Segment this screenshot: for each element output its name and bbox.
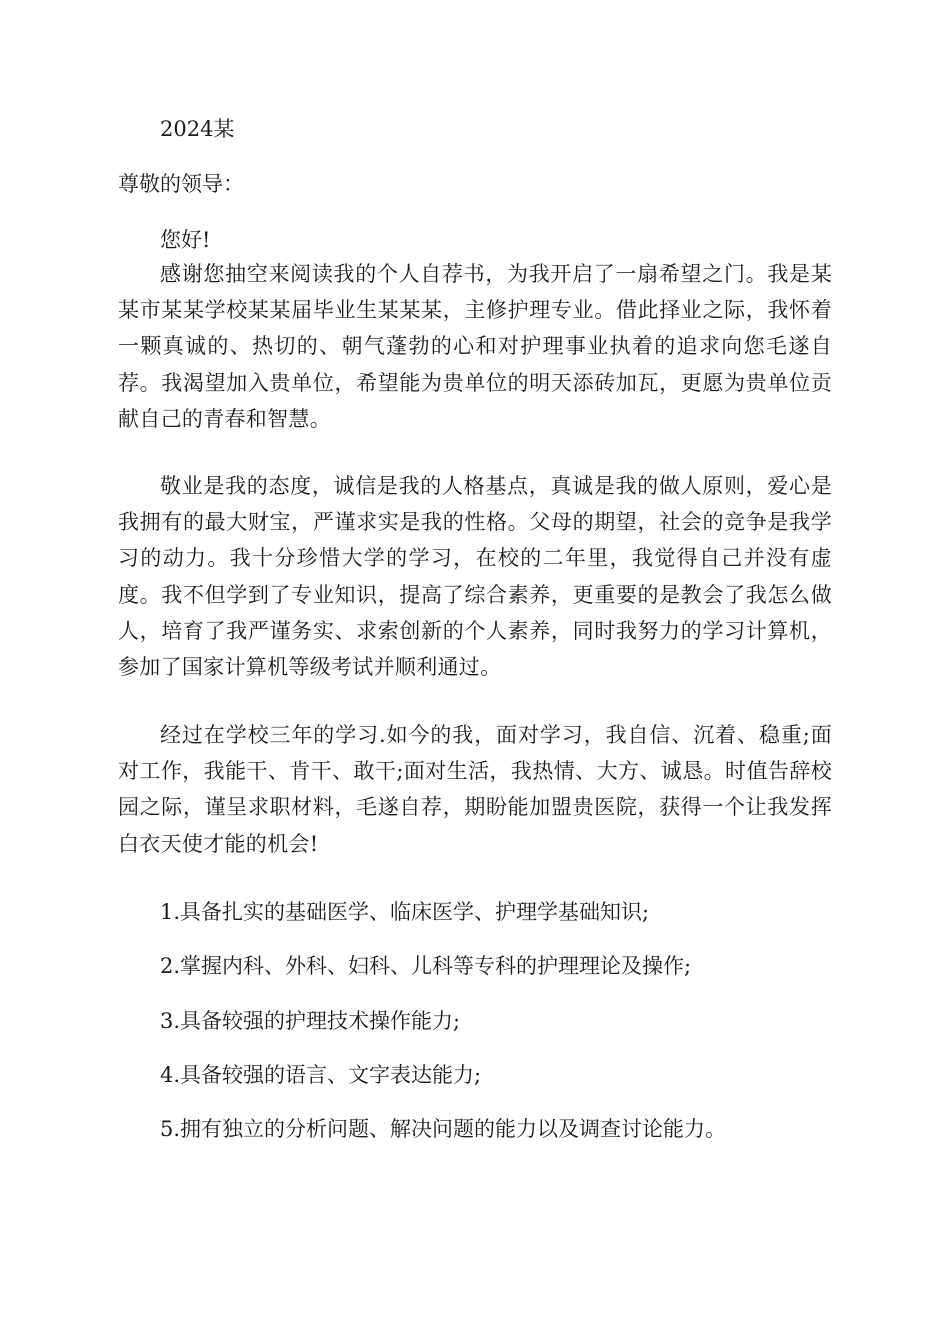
greeting: 您好! [160,228,211,252]
list-item: 5.拥有独立的分析问题、解决问题的能力以及调查讨论能力。 [160,1117,727,1141]
list-item: 4.具备较强的语言、文字表达能力; [160,1063,482,1087]
list-item: 1.具备扎实的基础医学、临床医学、护理学基础知识; [160,900,650,924]
paragraph-summary: 经过在学校三年的学习.如今的我，面对学习，我自信、沉着、稳重;面对工作，我能干、肯干、敢干;面对生活，我热情、大方、诚恳。时值告辞校园之际，谨呈求职材料，毛遂自荐，期盼能加盟贵医院，获得一个让我发挥白衣天使才能的机会! [118,723,832,856]
date-line: 2024某 [160,117,235,141]
list-item: 3.具备较强的护理技术操作能力; [160,1009,461,1033]
list-item: 2.掌握内科、外科、妇科、儿科等专科的护理理论及操作; [160,954,692,978]
salutation: 尊敬的领导： [118,172,244,196]
paragraph-intro: 感谢您抽空来阅读我的个人自荐书，为我开启了一扇希望之门。我是某某市某某学校某某届毕业生某某某，主修护理专业。借此择业之际，我怀着一颗真诚的、热切的、朝气蓬勃的心和对护理事业执着的追求向您毛遂自荐。我渴望加入贵单位，希望能为贵单位的明天添砖加瓦，更愿为贵单位贡献自己的青春和智慧。 [118,262,832,431]
paragraph-attitude: 敬业是我的态度，诚信是我的人格基点，真诚是我的做人原则，爱心是我拥有的最大财宝，严谨求实是我的性格。父母的期望，社会的竞争是我学习的动力。我十分珍惜大学的学习，在校的二年里，我觉得自己并没有虚度。我不但学到了专业知识，提高了综合素养，更重要的是教会了我怎么做人，培育了我严谨务实、求索创新的个人素养，同时我努力的学习计算机，参加了国家计算机等级考试并顺利通过。 [118,474,832,680]
